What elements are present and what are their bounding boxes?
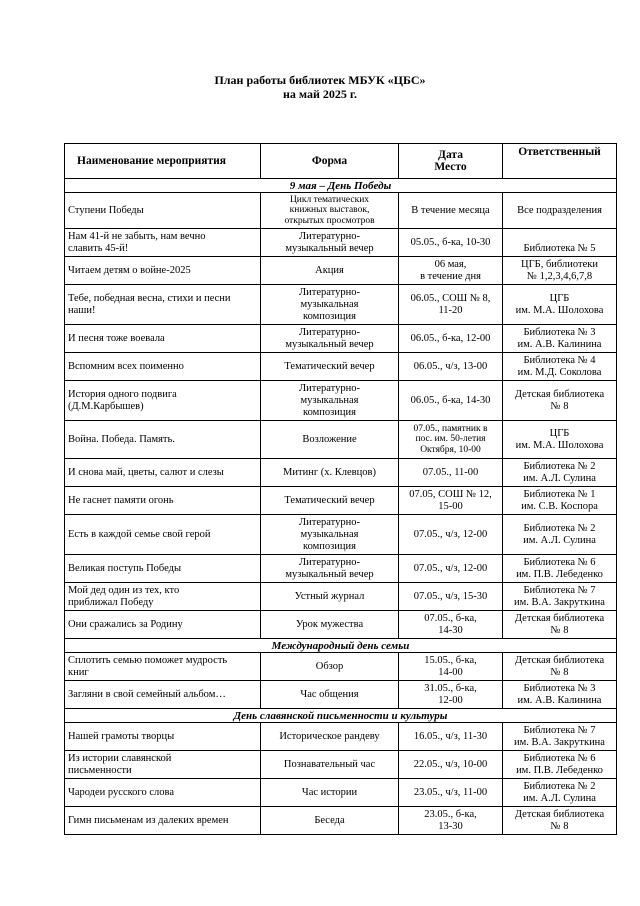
event-name-cell: И снова май, цветы, салют и слезы [65, 459, 261, 487]
event-form-cell: Час истории [261, 779, 399, 807]
table-row [65, 381, 617, 421]
event-date-cell: 06.05., б-ка, 14-30 [399, 381, 503, 421]
event-name-cell: Гимн письменам из далеких времен [65, 807, 261, 835]
event-responsible-cell: Библиотека № 2 им. А.Л. Сулина [503, 779, 617, 807]
event-form-cell: Цикл тематических книжных выставок, открытых просмотров [261, 193, 399, 229]
event-form-cell: Литературно- музыкальная композиция [261, 381, 399, 421]
event-responsible-cell: Библиотека № 5 [503, 229, 617, 257]
event-date-cell: 07.05., памятник в пос. им. 50-летия Октября, 10-00 [399, 421, 503, 459]
event-responsible-cell: Детская библиотека № 8 [503, 611, 617, 639]
event-responsible-cell: Библиотека № 7 им. В.А. Закруткина [503, 583, 617, 611]
event-name-cell: Сплотить семью поможет мудрость книг [65, 653, 261, 681]
event-form-cell: Литературно- музыкальная композиция [261, 285, 399, 325]
event-name-cell: Не гаснет памяти огонь [65, 487, 261, 515]
event-responsible-cell: Библиотека № 6 им. П.В. Лебеденко [503, 555, 617, 583]
event-form-cell: Обзор [261, 653, 399, 681]
event-date-cell: 15.05., б-ка, 14-00 [399, 653, 503, 681]
event-date-cell: 06.05., СОШ № 8, 11-20 [399, 285, 503, 325]
column-header-responsible: Ответственный [503, 144, 617, 179]
table-header-row [65, 144, 617, 179]
event-form-cell: Час общения [261, 681, 399, 709]
event-date-cell: 22.05., ч/з, 10-00 [399, 751, 503, 779]
event-responsible-cell: ЦГБ им. М.А. Шолохова [503, 421, 617, 459]
table-row [65, 681, 617, 709]
title-line-2: на май 2025 г. [282, 87, 357, 101]
event-form-cell: Литературно- музыкальный вечер [261, 555, 399, 583]
event-form-cell: Митинг (х. Клевцов) [261, 459, 399, 487]
table-body [65, 179, 617, 835]
event-name-cell: Война. Победа. Память. [65, 421, 261, 459]
table-row [65, 229, 617, 257]
event-form-cell: Познавательный час [261, 751, 399, 779]
table-row [65, 555, 617, 583]
event-responsible-cell: Библиотека № 6 им. П.В. Лебеденко [503, 751, 617, 779]
event-name-cell: Читаем детям о войне-2025 [65, 257, 261, 285]
event-date-cell: 07.05., ч/з, 15-30 [399, 583, 503, 611]
event-form-cell: Литературно- музыкальная композиция [261, 515, 399, 555]
event-form-cell: Литературно- музыкальный вечер [261, 229, 399, 257]
table-row [65, 583, 617, 611]
event-name-cell: Вспомним всех поименно [65, 353, 261, 381]
event-responsible-cell: Библиотека № 2 им. А.Л. Сулина [503, 515, 617, 555]
table-row [65, 193, 617, 229]
event-form-cell: Беседа [261, 807, 399, 835]
event-date-cell: 06.05., ч/з, 13-00 [399, 353, 503, 381]
event-form-cell: Тематический вечер [261, 487, 399, 515]
table-row [65, 779, 617, 807]
event-date-cell: 31.05., б-ка, 12-00 [399, 681, 503, 709]
event-responsible-cell: Библиотека № 3 им. А.В. Калинина [503, 325, 617, 353]
section-title: 9 мая – День Победы [65, 179, 617, 193]
table-row [65, 807, 617, 835]
event-name-cell: И песня тоже воевала [65, 325, 261, 353]
event-name-cell: Нам 41-й не забыть, нам вечно славить 45-й! [65, 229, 261, 257]
event-form-cell: Возложение [261, 421, 399, 459]
plan-table [64, 143, 617, 835]
event-date-cell: 23.05., б-ка, 13-30 [399, 807, 503, 835]
event-form-cell: Тематический вечер [261, 353, 399, 381]
event-responsible-cell: Библиотека № 3 им. А.В. Калинина [503, 681, 617, 709]
event-form-cell: Урок мужества [261, 611, 399, 639]
event-name-cell: История одного подвига (Д.М.Карбышев) [65, 381, 261, 421]
section-row [65, 179, 617, 193]
event-name-cell: Они сражались за Родину [65, 611, 261, 639]
event-name-cell: Из истории славянской письменности [65, 751, 261, 779]
event-responsible-cell: ЦГБ, библиотеки № 1,2,3,4,6,7,8 [503, 257, 617, 285]
event-responsible-cell: Детская библиотека № 8 [503, 653, 617, 681]
table-row [65, 421, 617, 459]
event-date-cell: 07.05., ч/з, 12-00 [399, 515, 503, 555]
event-form-cell: Устный журнал [261, 583, 399, 611]
table-row [65, 751, 617, 779]
section-row [65, 639, 617, 653]
event-responsible-cell: Детская библиотека № 8 [503, 807, 617, 835]
section-title: День славянской письменности и культуры [65, 709, 617, 723]
event-date-cell: 06.05., б-ка, 12-00 [399, 325, 503, 353]
event-date-cell: В течение месяца [399, 193, 503, 229]
event-name-cell: Мой дед один из тех, кто приближал Победу [65, 583, 261, 611]
event-name-cell: Есть в каждой семье свой герой [65, 515, 261, 555]
event-name-cell: Великая поступь Победы [65, 555, 261, 583]
section-title: Международный день семьи [65, 639, 617, 653]
table-row [65, 611, 617, 639]
event-date-cell: 16.05., ч/з, 11-30 [399, 723, 503, 751]
table-row [65, 257, 617, 285]
table-row [65, 285, 617, 325]
event-name-cell: Тебе, победная весна, стихи и песни наши! [65, 285, 261, 325]
table-row [65, 353, 617, 381]
event-responsible-cell: Библиотека № 1 им. С.В. Коспора [503, 487, 617, 515]
event-responsible-cell: Все подразделения [503, 193, 617, 229]
event-responsible-cell: Библиотека № 7 им. В.А. Закруткина [503, 723, 617, 751]
event-date-cell: 05.05., б-ка, 10-30 [399, 229, 503, 257]
event-name-cell: Чародеи русского слова [65, 779, 261, 807]
table-row [65, 653, 617, 681]
event-responsible-cell: Библиотека № 2 им. А.Л. Сулина [503, 459, 617, 487]
event-form-cell: Акция [261, 257, 399, 285]
table-row [65, 723, 617, 751]
event-form-cell: Литературно- музыкальный вечер [261, 325, 399, 353]
event-responsible-cell: ЦГБ им. М.А. Шолохова [503, 285, 617, 325]
event-date-cell: 07.05., 11-00 [399, 459, 503, 487]
title-line-1: План работы библиотек МБУК «ЦБС» [214, 73, 426, 87]
column-header-name: Наименование мероприятия [65, 144, 261, 179]
event-date-cell: 07.05., б-ка, 14-30 [399, 611, 503, 639]
event-form-cell: Историческое рандеву [261, 723, 399, 751]
event-date-cell: 23.05., ч/з, 11-00 [399, 779, 503, 807]
event-name-cell: Нашей грамоты творцы [65, 723, 261, 751]
event-date-cell: 07.05, СОШ № 12, 15-00 [399, 487, 503, 515]
column-header-form: Форма [261, 144, 399, 179]
table-row [65, 487, 617, 515]
table-row [65, 325, 617, 353]
event-name-cell: Загляни в свой семейный альбом… [65, 681, 261, 709]
event-responsible-cell: Библиотека № 4 им. М.Д. Соколова [503, 353, 617, 381]
page-title [0, 73, 640, 101]
column-header-date: Дата Место [399, 144, 503, 179]
table-row [65, 515, 617, 555]
event-date-cell: 06 мая, в течение дня [399, 257, 503, 285]
event-name-cell: Ступени Победы [65, 193, 261, 229]
event-responsible-cell: Детская библиотека № 8 [503, 381, 617, 421]
table-row [65, 459, 617, 487]
section-row [65, 709, 617, 723]
event-date-cell: 07.05., ч/з, 12-00 [399, 555, 503, 583]
